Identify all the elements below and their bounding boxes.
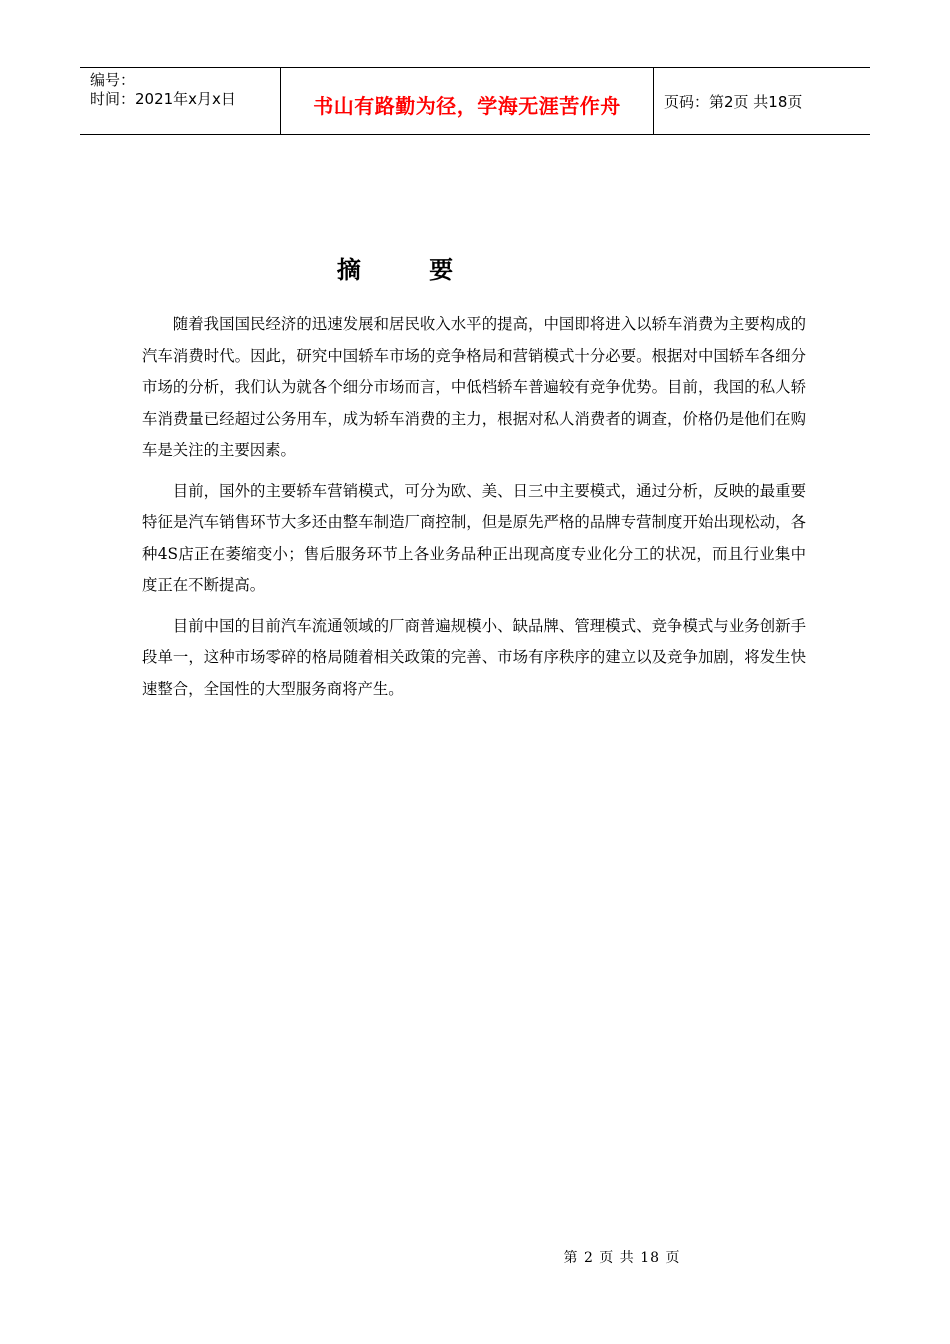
abstract-paragraph-2: 目前，国外的主要轿车营销模式，可分为欧、美、日三中主要模式，通过分析，反映的最重要特征是汽车销售环节大多还由整车制造厂商控制，但是原先严格的品牌专营制度开始出现松动，各种4S店正在萎缩变小；售后服务环节上各业务品种正出现高度专业化分工的状况，而且行业集中度正在不断提高。	[142, 481, 806, 594]
page-footer: 第 2 页 共 18 页	[563, 1250, 681, 1266]
header-motto: 书山有路勤为径，学海无涯苦作舟	[313, 93, 621, 118]
document-date-label: 时间：2021年x月x日	[90, 90, 236, 108]
abstract-paragraph-3: 目前中国的目前汽车流通领域的厂商普遍规模小、缺品牌、管理模式、竞争模式与业务创新手段单一，这种市场零碎的格局随着相关政策的完善、市场有序秩序的建立以及竞争加剧，将发生快速整合，全国性的大型服务商将产生。	[142, 616, 806, 698]
header-motto-cell	[281, 68, 654, 134]
abstract-paragraph-1: 随着我国国民经济的迅速发展和居民收入水平的提高，中国即将进入以轿车消费为主要构成的汽车消费时代。因此，研究中国轿车市场的竞争格局和营销模式十分必要。根据对中国轿车各细分市场的分析，我们认为就各个细分市场而言，中低档轿车普遍较有竞争优势。目前，我国的私人轿车消费量已经超过公务用车，成为轿车消费的主力，根据对私人消费者的调查，价格仍是他们在购车是关注的主要因素。	[142, 315, 806, 459]
abstract-body	[142, 309, 806, 714]
abstract-title: 摘 要	[336, 256, 484, 284]
header-meta-cell	[80, 68, 281, 134]
header-page-info: 页码：第2页 共18页	[664, 92, 803, 111]
header-page-cell	[654, 68, 870, 134]
header-table	[80, 67, 870, 135]
document-number-label: 编号：	[90, 71, 136, 89]
